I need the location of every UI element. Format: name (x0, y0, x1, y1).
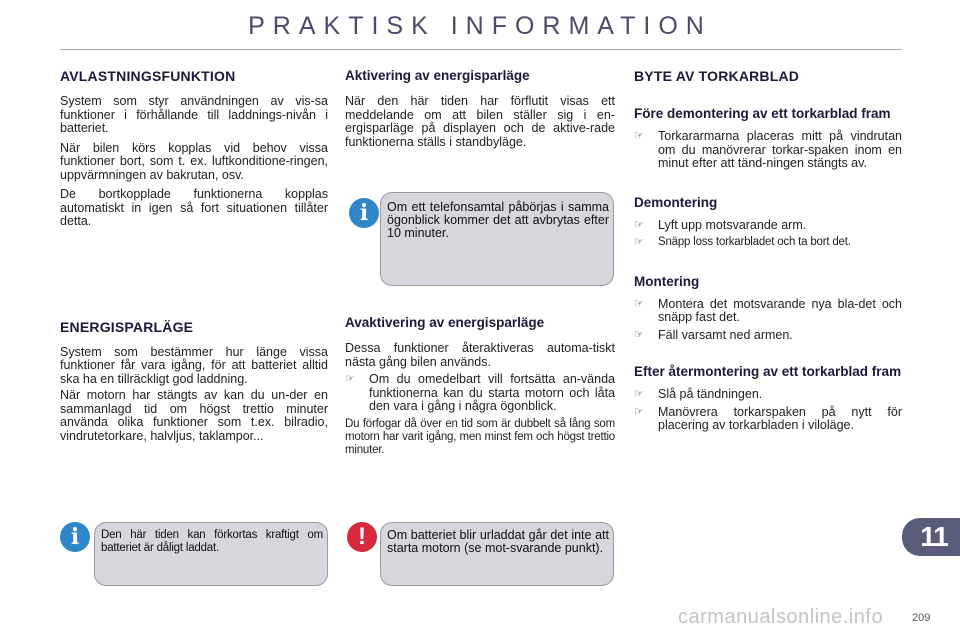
paragraph: När motorn har stängts av kan du un-der en sammanlagd tid om högst trettio minuter använda olika funktioner som t.ex. bilradio, vindrutetorkare, halvljus, taklampor... (60, 388, 328, 443)
bullet-list (634, 298, 902, 343)
bullet-list (634, 130, 902, 171)
paragraph: Dessa funktioner återaktiveras automa-tiskt nästa gång bilen används. (345, 341, 615, 369)
subheading-avaktivering: Avaktivering av energisparläge (345, 315, 545, 330)
subheading-aktivering: Aktivering av energisparläge (345, 68, 530, 83)
section-heading-torkarblad: BYTE AV TORKARBLAD (634, 68, 800, 84)
page-title: PRAKTISK INFORMATION (248, 12, 712, 40)
info-note-forkortas (94, 522, 328, 586)
pointing-hand-icon: ☞ (634, 236, 644, 248)
pointing-hand-icon: ☞ (634, 328, 644, 341)
info-note-telefon (380, 192, 614, 286)
pointing-hand-icon: ☞ (634, 297, 644, 310)
list-item: ☞ Om du omedelbart vill fortsätta an-vända funktionerna kan du starta motorn och låta den vara i gång i några ögonblick. (345, 372, 615, 413)
exclamation-icon: ! (347, 522, 377, 552)
subheading-montering: Montering (634, 273, 700, 289)
list-item: ☞ Snäpp loss torkarbladet och ta bort det. (634, 236, 851, 248)
page-number: 209 (912, 612, 931, 624)
warning-note-urladdat (380, 522, 614, 586)
list-item: ☞ Torkararmarna placeras mitt på vindrutan om du manövrerar torkar-spaken inom en minut efter att tänd-ningen stängts av. (634, 129, 902, 170)
title-divider (60, 49, 902, 50)
note-text: Den här tiden kan förkortas kraftigt om batteriet är dåligt laddat. (101, 529, 323, 554)
chapter-tab: 11 (902, 518, 960, 556)
info-icon: i (60, 522, 90, 552)
list-item: ☞ Montera det motsvarande nya bla-det och snäpp fast det. (634, 296, 902, 324)
list-item: ☞ Fäll varsamt ned armen. (634, 327, 793, 342)
note-text: Om batteriet blir urladdat går det inte att starta motorn (se mot-svarande punkt). (387, 528, 609, 555)
subheading-efter-atermontering: Efter återmontering av ett torkarblad fram (634, 364, 902, 379)
column-left (60, 62, 328, 443)
paragraph: System som bestämmer hur länge vissa funktioner får vara igång, för att batteriet alltid ska ha en tillräckligt god laddning. (60, 344, 328, 386)
note-text: Om ett telefonsamtal påbörjas i samma ögonblick kommer det att avbrytas efter 10 minuter. (387, 200, 609, 240)
bullet-list (345, 373, 615, 414)
pointing-hand-icon: ☞ (634, 388, 644, 400)
paragraph: De bortkopplade funktionerna kopplas automatiskt in igen så fort situationen tillåter detta. (60, 187, 328, 228)
pointing-hand-icon: ☞ (634, 218, 644, 231)
info-icon: i (349, 198, 379, 228)
subheading-fore-demontering: Före demontering av ett torkarblad fram (634, 106, 891, 121)
list-item: ☞ Lyft upp motsvarande arm. (634, 217, 807, 232)
list-item: ☞ Manövrera torkarspaken på nytt för placering av torkarbladen i viloläge. (634, 404, 902, 432)
paragraph: När bilen körs kopplas vid behov vissa funktioner bort, som t. ex. luftkonditione-ringen, uppvärmningen av bakrutan, osv. (60, 140, 328, 182)
pointing-hand-icon: ☞ (634, 130, 644, 142)
watermark: carmanualsonline.info (678, 606, 884, 628)
paragraph: System som styr användningen av vis-sa funktioner i förhållande till laddnings-nivån i batteriet. (60, 94, 328, 135)
paragraph: Du förfogar då över en tid som är dubbelt så lång som motorn har varit igång, men minst fem och högst trettio minuter. (345, 417, 615, 456)
subheading-demontering: Demontering (634, 194, 718, 210)
pointing-hand-icon: ☞ (634, 405, 644, 418)
bullet-list (634, 388, 902, 433)
section-heading-energisparlage: ENERGISPARLÄGE (60, 318, 194, 335)
bullet-list (634, 219, 902, 250)
list-item: ☞ Slå på tändningen. (634, 387, 763, 401)
pointing-hand-icon: ☞ (345, 373, 355, 385)
column-right (634, 62, 902, 433)
section-heading-avlastning: AVLASTNINGSFUNKTION (60, 68, 236, 84)
paragraph: När den här tiden har förflutit visas ett meddelande om att bilen ställer sig i en-ergisparläge på displayen och de aktive-rade funktionerna ställs i standbyläge. (345, 94, 615, 149)
